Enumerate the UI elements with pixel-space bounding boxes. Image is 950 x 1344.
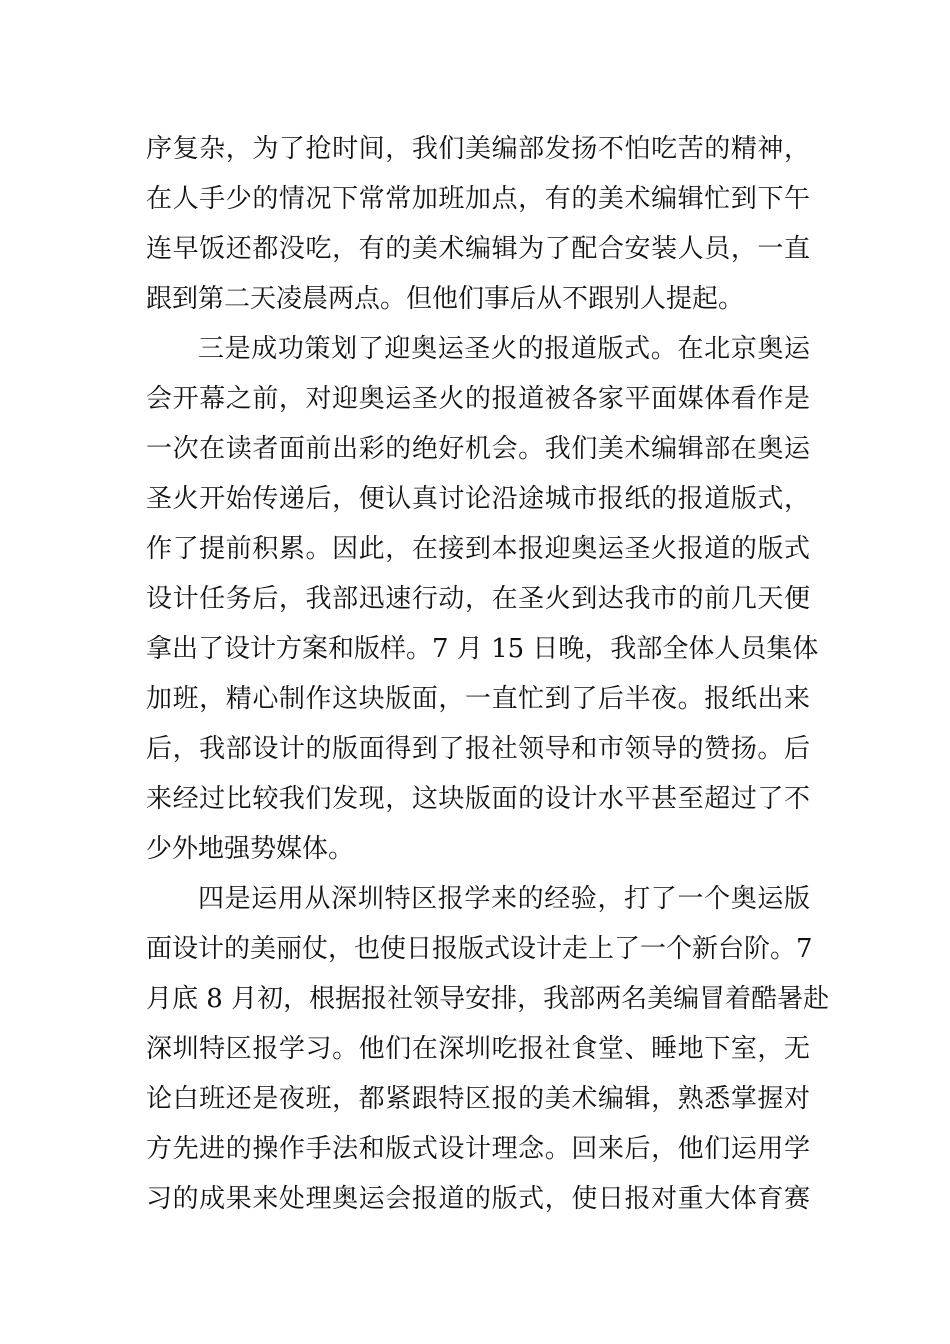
text-line: 习的成果来处理奥运会报道的版式，使日报对重大体育赛 [146, 1184, 810, 1214]
text-line: 后，我部设计的版面得到了报社领导和市领导的赞扬。后 [146, 734, 810, 764]
text-line: 四是运用从深圳特区报学来的经验，打了一个奥运版 [198, 884, 810, 914]
text-line: 一次在读者面前出彩的绝好机会。我们美术编辑部在奥运 [146, 434, 810, 464]
document-body [146, 124, 830, 1224]
paragraph [146, 324, 819, 874]
text-line: 加班，精心制作这块版面，一直忙到了后半夜。报纸出来 [146, 684, 810, 714]
text-line: 连早饭还都没吃，有的美术编辑为了配合安装人员，一直 [146, 234, 810, 264]
text-line: 序复杂，为了抢时间，我们美编部发扬不怕吃苦的精神， [146, 134, 810, 164]
text-line: 深圳特区报学习。他们在深圳吃报社食堂、睡地下室，无 [146, 1034, 810, 1064]
text-line: 三是成功策划了迎奥运圣火的报道版式。在北京奥运 [198, 334, 810, 364]
paragraph [146, 874, 830, 1224]
text-line: 设计任务后，我部迅速行动，在圣火到达我市的前几天便 [146, 584, 810, 614]
text-line: 论白班还是夜班，都紧跟特区报的美术编辑，熟悉掌握对 [146, 1084, 810, 1114]
text-line: 拿出了设计方案和版样。7 月 15 日晚，我部全体人员集体 [146, 634, 819, 664]
text-line: 面设计的美丽仗，也使日报版式设计走上了一个新台阶。7 [146, 934, 813, 964]
paragraph [146, 124, 810, 324]
text-line: 方先进的操作手法和版式设计理念。回来后，他们运用学 [146, 1134, 810, 1164]
text-line: 少外地强势媒体。 [146, 834, 355, 864]
text-line: 作了提前积累。因此，在接到本报迎奥运圣火报道的版式 [146, 534, 810, 564]
text-line: 跟到第二天凌晨两点。但他们事后从不跟别人提起。 [146, 284, 745, 314]
text-line: 月底 8 月初，根据报社领导安排，我部两名美编冒着酷暑赴 [146, 984, 830, 1014]
text-line: 来经过比较我们发现，这块版面的设计水平甚至超过了不 [146, 784, 810, 814]
text-line: 在人手少的情况下常常加班加点，有的美术编辑忙到下午 [146, 184, 810, 214]
text-line: 圣火开始传递后，便认真讨论沿途城市报纸的报道版式， [146, 484, 810, 514]
text-line: 会开幕之前，对迎奥运圣火的报道被各家平面媒体看作是 [146, 384, 810, 414]
